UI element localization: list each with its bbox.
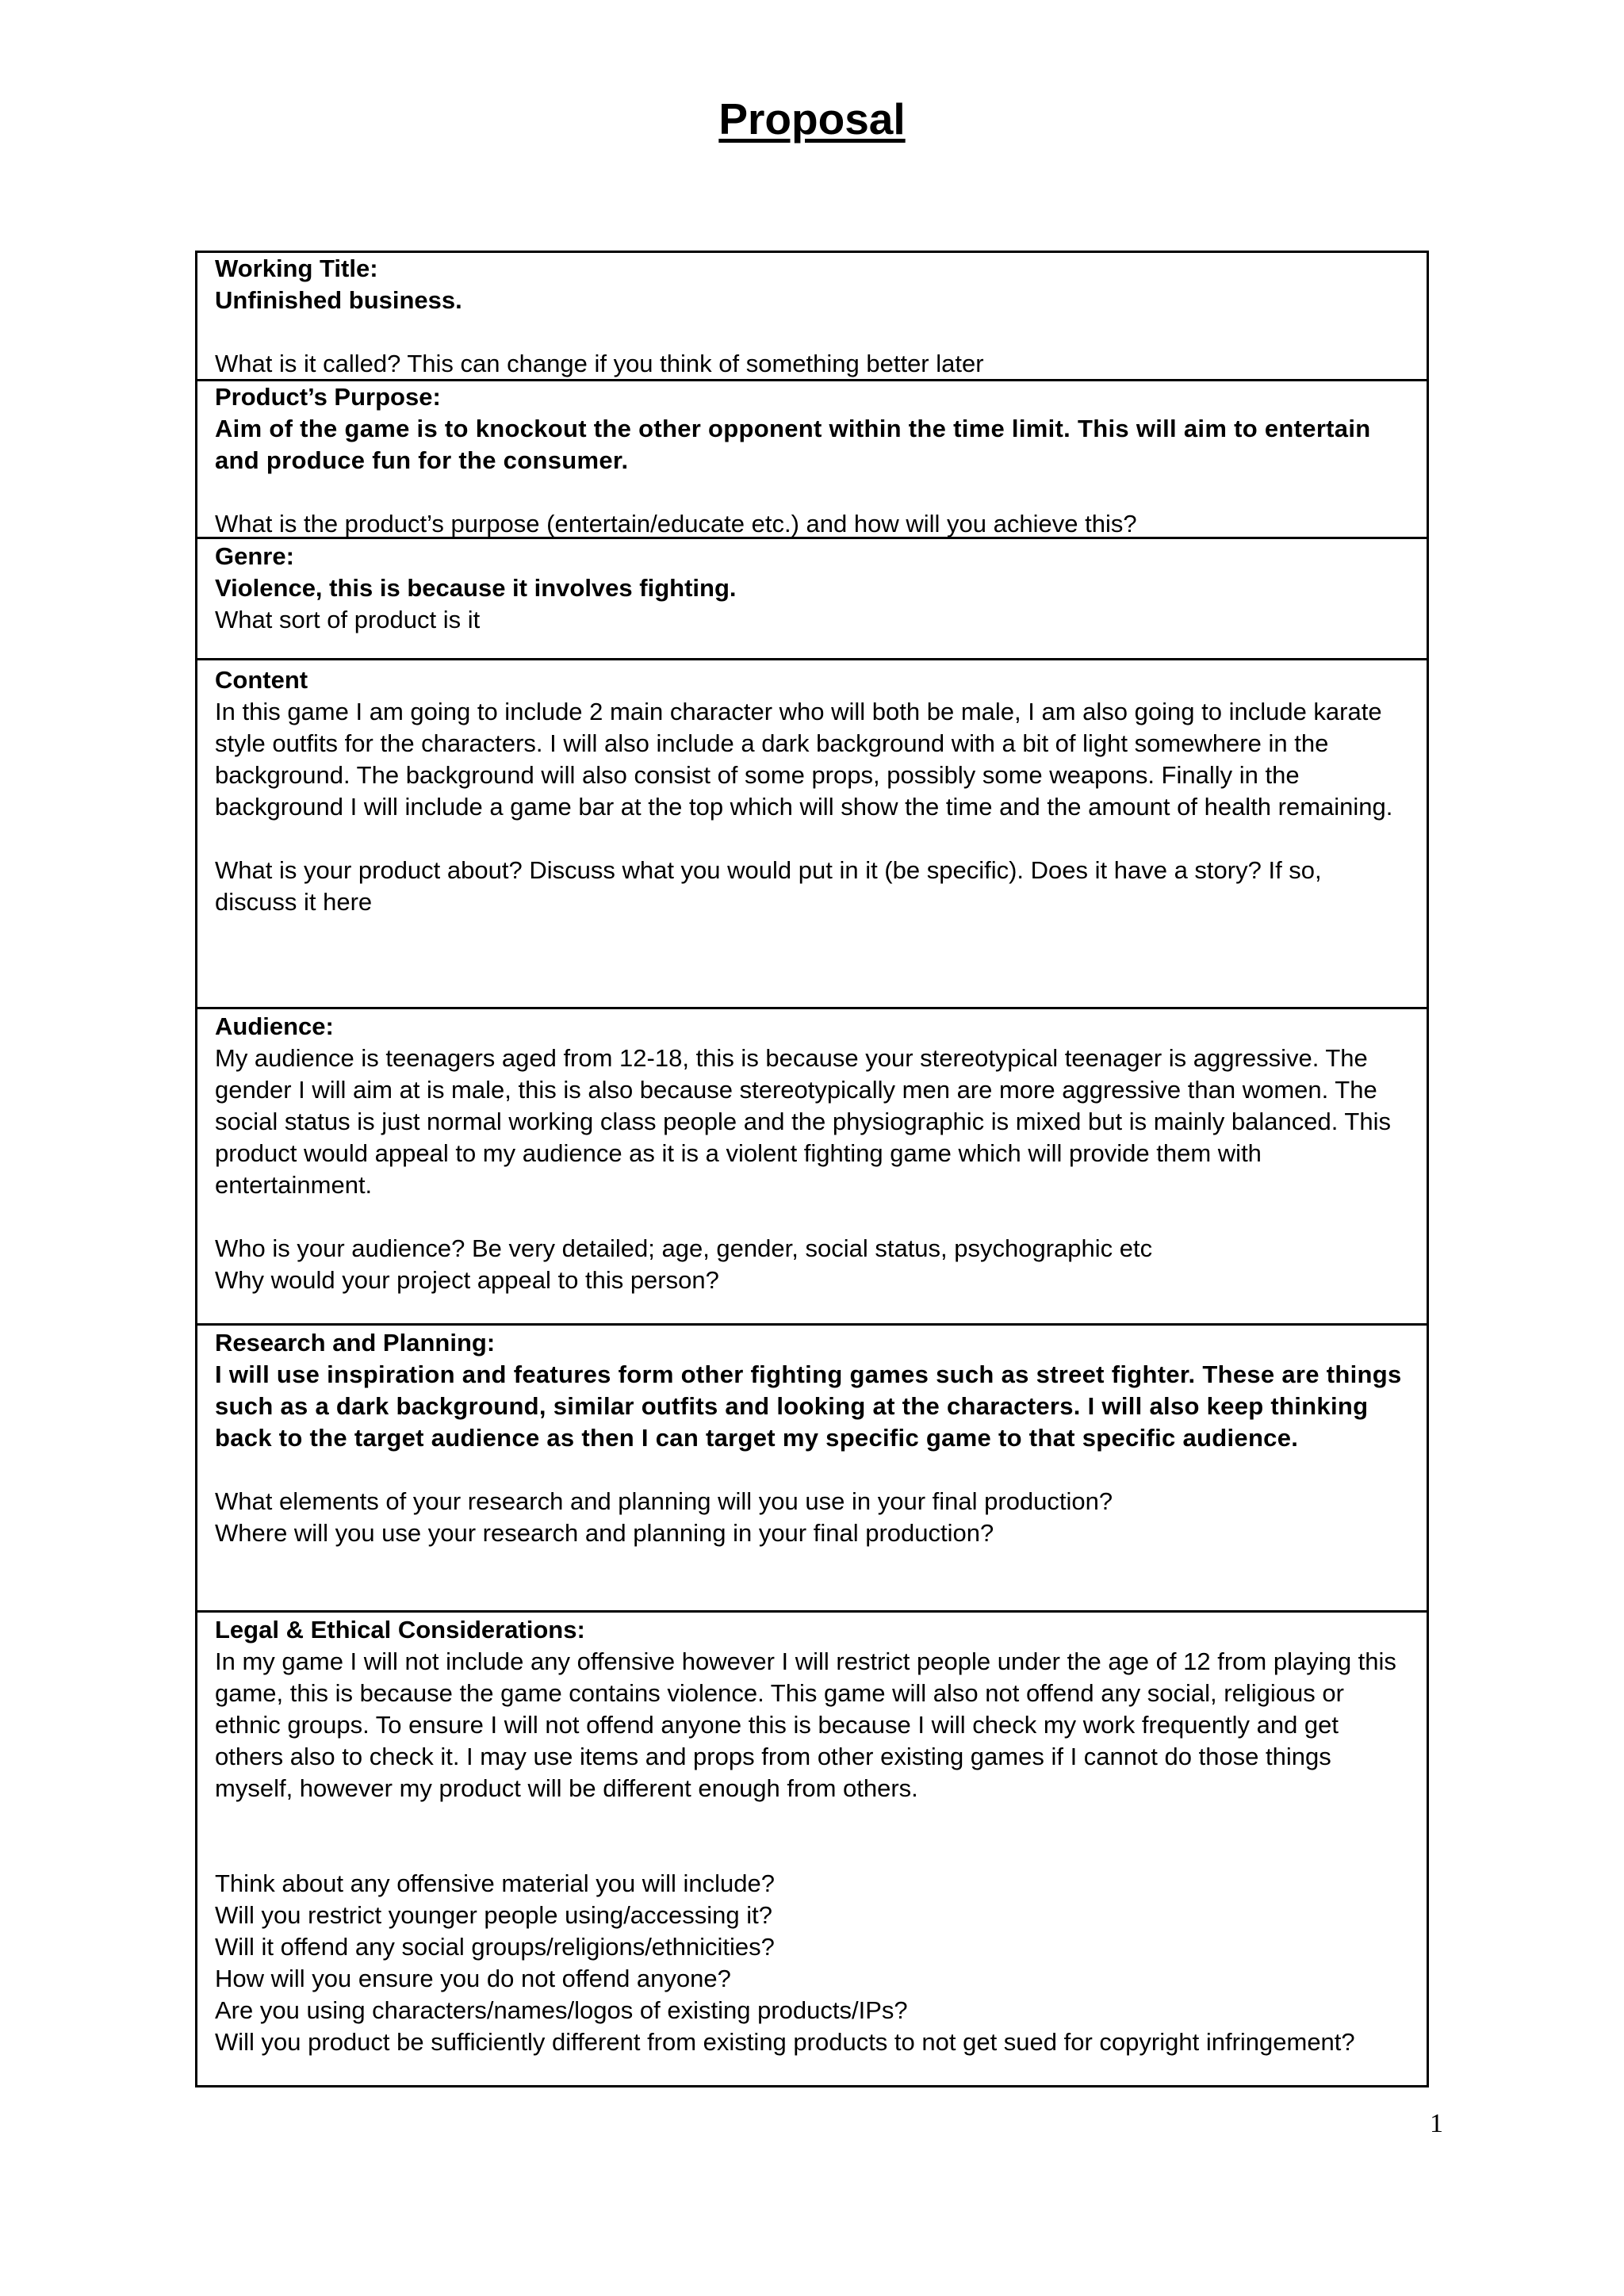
content-prompt: What is your product about? Discuss what you would put in it (be specific). Does it have a story? If so, discuss it here (215, 856, 1322, 916)
genre-prompt: What sort of product is it (215, 606, 481, 633)
content-section (197, 658, 1427, 1007)
purpose-heading: Product’s Purpose: (215, 383, 441, 411)
legal-prompt: How will you ensure you do not offend anyone? (215, 1965, 731, 1992)
genre-section (197, 537, 1427, 658)
purpose-answer: Aim of the game is to knockout the other opponent within the time limit. This will aim to entertain and produce fun for the consumer. (215, 415, 1371, 474)
audience-heading: Audience: (215, 1012, 334, 1040)
audience-answer: My audience is teenagers aged from 12-18, this is because your stereotypical teenager is aggressive. The gender I will aim at is male, this is also because stereotypically men are more aggressive than women. The social status is just normal working class people and the physiographic is mixed but is mainly balanced. This product would appeal to my audience as it is a violent fighting game which will provide them with entertainment. (215, 1044, 1391, 1199)
legal-prompt: Are you using characters/names/logos of existing products/IPs? (215, 1996, 908, 2024)
genre-heading: Genre: (215, 542, 294, 570)
legal-section (197, 1610, 1427, 2085)
legal-heading: Legal & Ethical Considerations: (215, 1616, 585, 1644)
page-title: Proposal (718, 94, 906, 144)
working-title-heading: Working Title: (215, 254, 378, 282)
audience-prompt-1: Who is your audience? Be very detailed; age, gender, social status, psychographic etc (215, 1234, 1153, 1262)
research-prompt-1: What elements of your research and planning will you use in your final production? (215, 1487, 1113, 1515)
legal-prompt: Think about any offensive material you will include? (215, 1869, 775, 1897)
genre-answer: Violence, this is because it involves fighting. (215, 574, 737, 602)
content-heading: Content (215, 666, 308, 694)
audience-prompt-2: Why would your project appeal to this person? (215, 1266, 719, 1294)
legal-answer: In my game I will not include any offensive however I will restrict people under the age of 12 from playing this game, this is because the game contains violence. This game will also not offend any social, religious or ethnic groups. To ensure I will not offend anyone this is because I will check my work frequently and get others also to check it. I may use items and props from other existing games if I cannot do those things myself, however my product will be different enough from others. (215, 1647, 1396, 1802)
legal-prompt: Will you restrict younger people using/accessing it? (215, 1901, 773, 1929)
research-heading: Research and Planning: (215, 1329, 496, 1357)
research-prompt-2: Where will you use your research and planning in your final production? (215, 1519, 994, 1547)
legal-prompt: Will you product be sufficiently different from existing products to not get sued for copyright infringement? (215, 2028, 1355, 2056)
purpose-section (197, 379, 1427, 537)
research-answer: I will use inspiration and features form other fighting games such as street fighter. These are things such as a dark background, similar outfits and looking at the characters. I will also keep thinking back to the target audience as then I can target my specific game to that specific audience. (215, 1360, 1402, 1452)
page-number: 1 (1430, 2109, 1443, 2138)
audience-section (197, 1007, 1427, 1323)
working-title-prompt: What is it called? This can change if you think of something better later (215, 350, 984, 377)
legal-prompt: Will it offend any social groups/religions/ethnicities? (215, 1933, 775, 1961)
purpose-prompt: What is the product’s purpose (entertain/educate etc.) and how will you achieve this? (215, 510, 1137, 538)
research-section (197, 1323, 1427, 1610)
proposal-form-table (195, 251, 1429, 2087)
working-title-section (197, 253, 1427, 379)
working-title-answer: Unfinished business. (215, 286, 462, 314)
content-answer: In this game I am going to include 2 main character who will both be male, I am also going to include karate style outfits for the characters. I will also include a dark background with a bit of light somewhere in the background. The background will also consist of some props, possibly some weapons. Finally in the background I will include a game bar at the top which will show the time and the amount of health remaining. (215, 698, 1393, 821)
